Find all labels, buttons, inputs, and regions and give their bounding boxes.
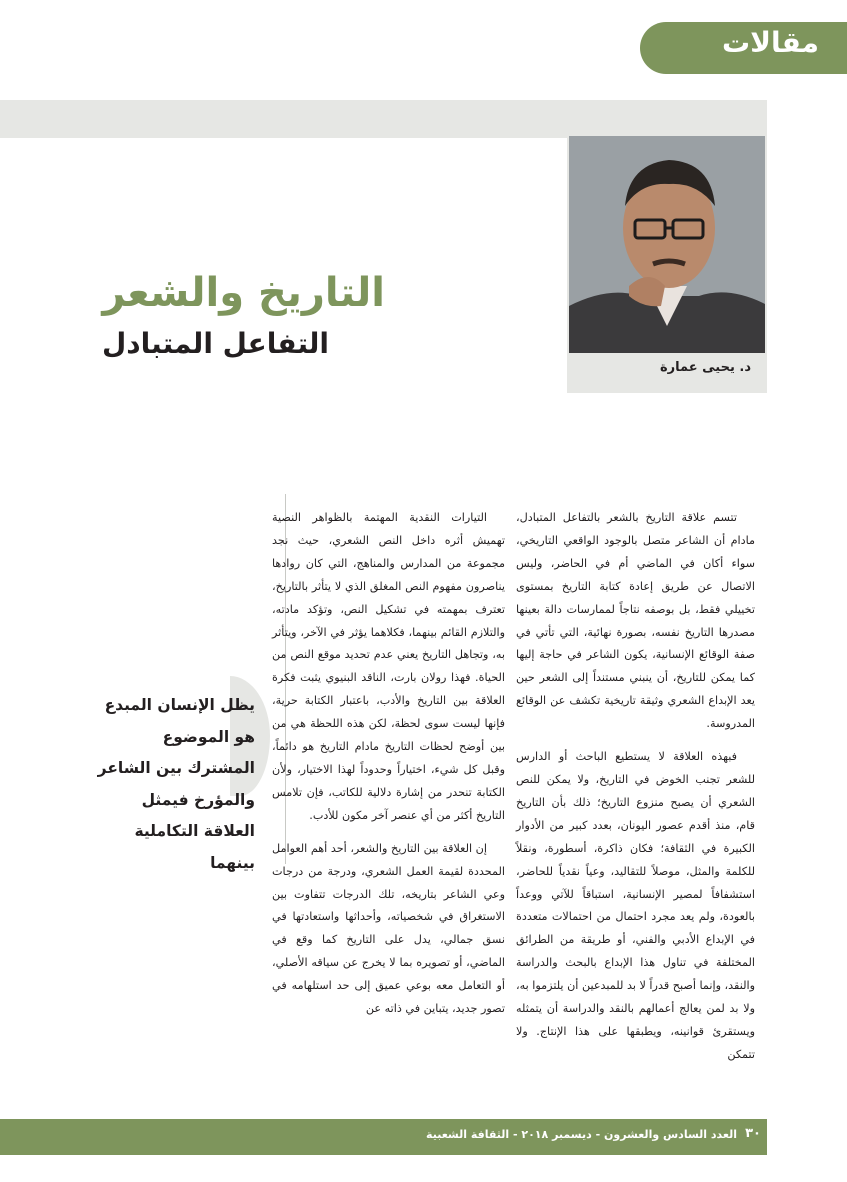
paragraph: التيارات النقدية المهتمة بالظواهر النصية تهميش أثره داخل النص الشعري، حيث نجد مجموعة من المدارس والمناهج، التي كان روادها يناصرون مفهوم النص المغلق الذي لا يتأثر بالتاريخ، تعترف بمهمته في تشكيل النص، وتؤكد مادته، والتلازم القائم بينهما، فكلاهما يؤثر في الآخر، ويتأثر به، وتجاهل التاريخ يعني عدم تحديد موقع النص من الحياة. فهذا رولان بارت، الناقد البنيوي يثبت فكرة العلاقة بين التاريخ والأدب، باعتبار الكتابة حرية، فإنها ليست سوى لحظة، لكن هذه اللحظة هي من بين أوضح لحظات التاريخ مادام التاريخ هو دائماً، وقبل كل شيء، اختياراً وحدوداً لهذا الاختيار، ولأن الكتابة تنحدر من إشارة دلالية للكاتب، فإن تلامس التاريخ أكثر من أي عنصر آخر مكون للأدب. — [272, 511, 505, 822]
paragraph: فبهذه العلاقة لا يستطيع الباحث أو الدارس للشعر تجنب الخوض في التاريخ، ولا يمكن للنص الشعري أن يصبح منزوع التاريخ؛ ذلك بأن التاريخ قام، منذ أقدم عصور اليونان، بعدد كبير من الأدوار الكبيرة في الثقافة؛ فكان ذاكرة، أسطورة، ونقلاً للكلمة والمثل، موصلاً للتقاليد، وعياً نقدياً للحاضر، استشفافاً لمصير الإنسانية، استباقاً للآتي ووعداً بالعودة، ولم يعد مجرد احتمال من احتمالات متعددة في الإبداع الأدبي والفني، أو طريقة من الطرائق المختلفة في تناول هذا الإبداع بالبحث والدراسة والنقد، وإنما أصبح قدراً لا بد للمبدعين أن يلتزموا به، ولا بد لمن يعالج أعمالهم بالنقد والدراسة أن يتمثله ويستقرئ قوانينه، ويطبقها على هذا الإنتاج. ولا تتمكن — [516, 750, 755, 1061]
author-photo-box — [567, 136, 767, 393]
paragraph: إن العلاقة بين التاريخ والشعر، أحد أهم العوامل المحددة لقيمة العمل الشعري، ودرجة من درجات وعي الشاعر بتاريخه، تلك الدرجات تتفاوت بين الاستغراق في شخصياته، وأحداثها واستعادتها في نسق جمالي، يدل على التاريخ كما وقع في الماضي، أو تصويره بما لا يخرج عن سياقه الأصلي، أو التعامل معه بوعي عميق إلى حد استلهامه في تصور جديد، يتباين في ذاته عن — [272, 841, 505, 1016]
pull-quote: يظل الإنسان المبدع هو الموضوع المشترك بين الشاعر والمؤرخ فيمثل العلاقة التكاملية بينهما — [97, 696, 255, 872]
footer-issue-text: العدد السادس والعشرون - ديسمبر ٢٠١٨ - الثقافة الشعبية — [426, 1128, 737, 1141]
column-left — [272, 507, 505, 1021]
author-name: د. يحيى عمارة — [659, 360, 751, 375]
column-right — [516, 507, 755, 1067]
paragraph: تتسم علاقة التاريخ بالشعر بالتفاعل المتبادل، مادام أن الشاعر متصل بالوجود الواقعي التاريخي، سواء أكان في الماضي أم في الحاضر، وليس الاتصال عن طريق إعادة كتابة التاريخ بمستوى تخييلي فقط، بل بوصفه نتاجاً لممارسات دالة بعينها مصدرها التاريخ نفسه، بصورة نهائية، التي تأتي في صفة الوقائع الإنسانية، يكون الشاعر في حاجة إليها كما يمكن للتاريخ، أن ينبني مستنداً إلى الشعر حين يعد الإبداع الشعري وثيقة تاريخية تكشف عن الوقائع المدروسة. — [516, 511, 755, 731]
author-photo — [569, 136, 765, 353]
top-band — [0, 100, 767, 138]
article-subtitle: التفاعل المتبادل — [102, 327, 329, 360]
page-number: ٣٠ — [745, 1126, 761, 1141]
portrait-illustration — [569, 136, 765, 353]
article-title: التاريخ والشعر — [102, 270, 385, 316]
section-label: مقالات — [722, 26, 819, 59]
